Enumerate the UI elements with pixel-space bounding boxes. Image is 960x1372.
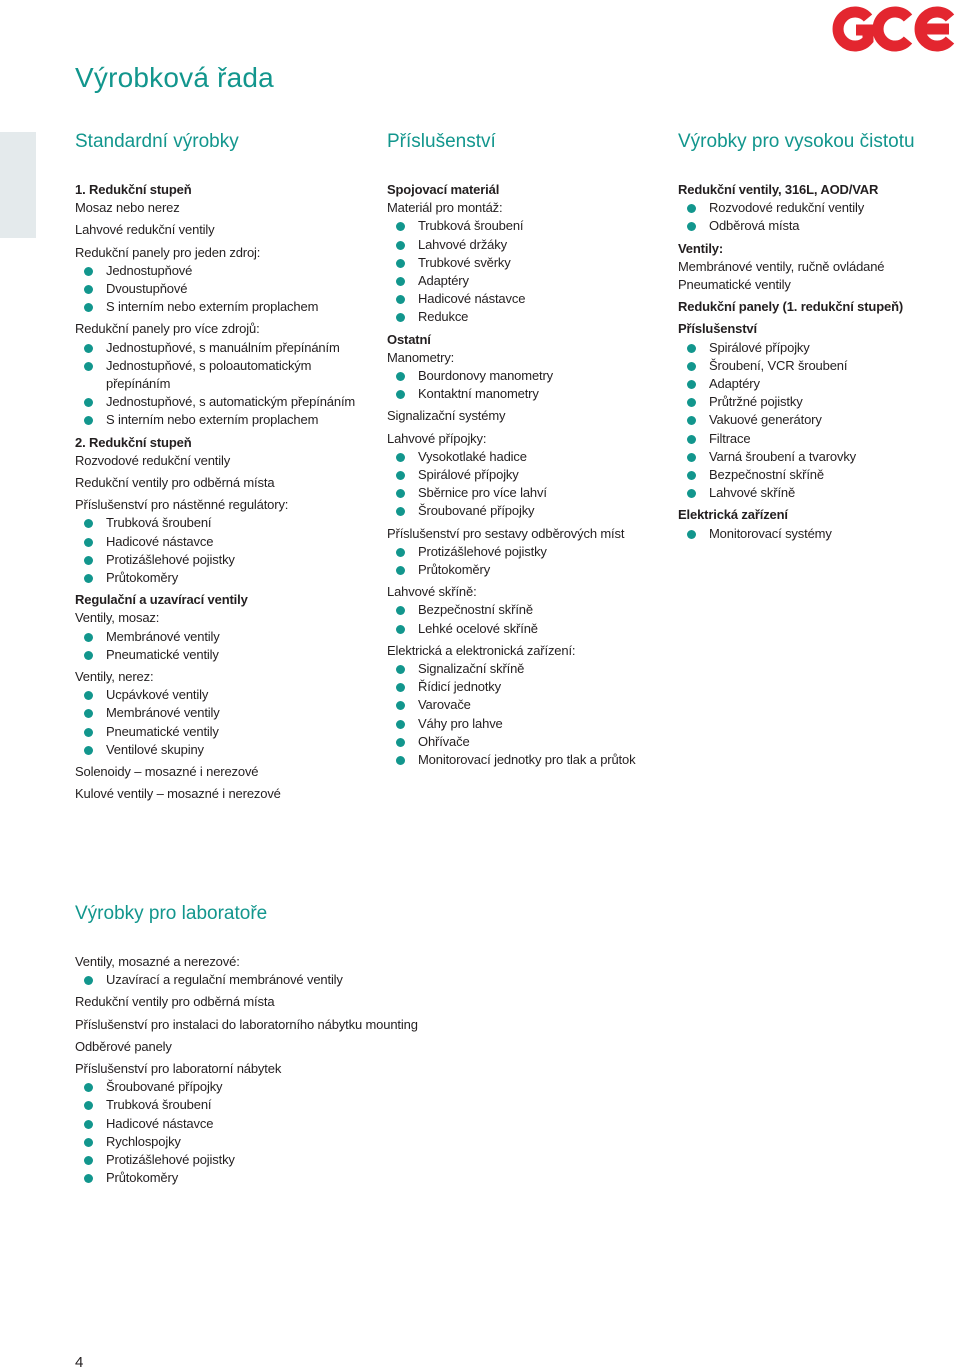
bullet-icon	[687, 435, 696, 444]
list-item	[678, 411, 960, 429]
list-item-label: Filtrace	[709, 430, 751, 446]
bullet-icon	[687, 453, 696, 462]
text-line: Příslušenství pro sestavy odběrových míst	[387, 525, 625, 541]
bullet-icon	[396, 222, 405, 231]
list-item-label: Spirálové přípojky	[418, 467, 519, 483]
content-group	[387, 525, 672, 580]
list-item	[387, 290, 672, 308]
list-item-label: Adaptéry	[709, 376, 760, 392]
bullet-icon	[84, 344, 93, 353]
gce-logo	[828, 4, 958, 54]
content-group	[387, 407, 672, 425]
bullet-icon	[396, 259, 405, 268]
column-standard-products	[75, 130, 375, 808]
content-group	[75, 244, 375, 317]
bullet-icon	[396, 471, 405, 480]
content-group	[75, 181, 375, 217]
list-item-label: Protizášlehové pojistky	[106, 1152, 235, 1168]
bullet-list	[387, 543, 672, 579]
list-item	[387, 308, 672, 326]
content-group	[387, 642, 672, 769]
bullet-list	[678, 525, 960, 543]
column-heading: Výrobky pro vysokou čistotu	[678, 131, 915, 152]
list-item-label: Monitorovací jednotky pro tlak a průtok	[418, 752, 636, 768]
section-heading: Výrobky pro laboratoře	[75, 903, 268, 924]
bullet-icon	[396, 738, 405, 747]
list-item-label: Redukce	[418, 309, 469, 325]
text-line: Lahvové redukční ventily	[75, 222, 215, 238]
list-item-label: Adaptéry	[418, 273, 469, 289]
content-group	[75, 993, 575, 1011]
content-group	[75, 434, 375, 470]
list-item-label: Ventilové skupiny	[106, 741, 204, 757]
list-item-label: Ucpávkové ventily	[106, 687, 209, 703]
list-item	[75, 628, 375, 646]
bullet-icon	[84, 267, 93, 276]
bullet-icon	[84, 398, 93, 407]
list-item	[678, 357, 960, 375]
list-item	[75, 262, 375, 280]
list-item-label: Membránové ventily	[106, 705, 220, 721]
list-item-label: Lahvové držáky	[418, 236, 507, 252]
list-item	[387, 385, 672, 403]
bullet-list	[387, 660, 672, 769]
bullet-icon	[396, 390, 405, 399]
bullet-icon	[396, 625, 405, 634]
bullet-list	[387, 601, 672, 637]
list-item-label: Rozvodové redukční ventily	[709, 200, 865, 216]
content-group	[75, 668, 375, 759]
content-group	[75, 1060, 575, 1187]
list-item-label: Bezpečnostní skříně	[418, 602, 533, 618]
list-item-label: Váhy pro lahve	[418, 715, 503, 731]
list-item	[387, 601, 672, 619]
bullet-icon	[687, 416, 696, 425]
list-item-label: Pneumatické ventily	[106, 723, 219, 739]
list-item-label: Šroubení, VCR šroubení	[709, 357, 848, 373]
list-item-label: Protizášlehové pojistky	[418, 543, 547, 559]
bullet-icon	[396, 566, 405, 575]
bullet-icon	[84, 1083, 93, 1092]
bullet-icon	[84, 303, 93, 312]
list-item-label: Trubková šroubení	[106, 1097, 212, 1113]
content-group	[387, 583, 672, 638]
list-item	[75, 741, 375, 759]
column-heading: Standardní výrobky	[75, 131, 239, 152]
list-item	[387, 367, 672, 385]
list-item	[387, 561, 672, 579]
list-item	[387, 543, 672, 561]
content-group	[75, 320, 375, 429]
list-item-label: Sběrnice pro více lahví	[418, 485, 547, 501]
content-group	[75, 1016, 575, 1034]
list-item-label: Hadicové nástavce	[106, 1115, 214, 1131]
list-item	[75, 280, 375, 298]
list-item	[678, 217, 960, 235]
bullet-icon	[396, 453, 405, 462]
list-item	[387, 696, 672, 714]
list-item-label: Pneumatické ventily	[106, 646, 219, 662]
list-item	[75, 298, 375, 316]
list-item-label: S interním nebo externím proplachem	[106, 299, 319, 315]
content-group	[678, 320, 960, 502]
list-item-label: Bezpečnostní skříně	[709, 467, 824, 483]
column-heading: Příslušenství	[387, 131, 496, 152]
bullet-icon	[84, 691, 93, 700]
list-item-label: Trubková šroubení	[418, 218, 524, 234]
list-item-label: Hadicové nástavce	[106, 533, 214, 549]
bullet-icon	[396, 701, 405, 710]
bullet-icon	[396, 313, 405, 322]
list-item	[75, 704, 375, 722]
bullet-icon	[84, 746, 93, 755]
list-item-label: Jednostupňové	[106, 262, 193, 278]
group-heading: Redukční ventily, 316L, AOD/VAR	[678, 182, 879, 197]
column-accessories	[387, 130, 672, 773]
list-item-label: Vysokotlaké hadice	[418, 448, 527, 464]
list-item	[75, 1151, 575, 1169]
content-group	[75, 474, 375, 492]
bullet-icon	[84, 285, 93, 294]
text-line: Rozvodové redukční ventily	[75, 452, 231, 468]
list-item	[75, 971, 575, 989]
bullet-icon	[396, 241, 405, 250]
group-heading: 2. Redukční stupeň	[75, 434, 192, 450]
bullet-icon	[396, 756, 405, 765]
bullet-icon	[396, 489, 405, 498]
text-line: Ventily, mosaz:	[75, 610, 160, 626]
list-item	[387, 660, 672, 678]
list-item	[75, 339, 375, 357]
list-item-label: Kontaktní manometry	[418, 386, 539, 402]
list-item	[75, 1169, 575, 1187]
list-item-label: Signalizační skříně	[418, 661, 525, 677]
bullet-icon	[84, 538, 93, 547]
content-group	[75, 953, 575, 989]
content-group	[387, 181, 672, 327]
list-item-label: Protizášlehové pojistky	[106, 551, 235, 567]
text-line: Redukční panely pro více zdrojů:	[75, 321, 260, 337]
list-item	[75, 646, 375, 664]
list-item-label: Bourdonovy manometry	[418, 368, 554, 384]
bullet-icon	[84, 728, 93, 737]
column-high-purity	[678, 130, 960, 547]
bullet-icon	[687, 489, 696, 498]
bullet-icon	[84, 1174, 93, 1183]
bullet-icon	[84, 1120, 93, 1129]
content-group	[75, 221, 375, 239]
bullet-icon	[687, 398, 696, 407]
list-item	[678, 199, 960, 217]
bullet-icon	[687, 362, 696, 371]
bullet-list	[75, 971, 575, 989]
bullet-list	[678, 339, 960, 503]
text-line: Redukční panely pro jeden zdroj:	[75, 244, 261, 260]
bullet-list	[387, 367, 672, 403]
text-line: Lahvové přípojky:	[387, 430, 487, 446]
list-item	[678, 430, 960, 448]
list-item	[678, 448, 960, 466]
bullet-list	[75, 686, 375, 759]
bullet-icon	[396, 277, 405, 286]
content-group	[75, 785, 375, 803]
bullet-icon	[84, 519, 93, 528]
bullet-list	[75, 1078, 575, 1187]
list-item	[387, 620, 672, 638]
list-item	[387, 733, 672, 751]
list-item-label: Průtržné pojistky	[709, 394, 803, 410]
list-item	[75, 686, 375, 704]
section-body	[75, 953, 575, 1187]
text-line: Ventily, nerez:	[75, 669, 154, 685]
list-item-label: Průtokoměry	[418, 562, 491, 578]
text-line: Signalizační systémy	[387, 408, 506, 424]
list-item	[75, 1078, 575, 1096]
list-item	[387, 448, 672, 466]
content-group	[678, 298, 960, 316]
list-item	[75, 569, 375, 587]
text-line: Mosaz nebo nerez	[75, 200, 180, 216]
group-heading: Ventily:	[678, 240, 724, 256]
bullet-icon	[396, 295, 405, 304]
list-item-label: Membránové ventily	[106, 628, 220, 644]
bullet-icon	[84, 556, 93, 565]
list-item-label: Ohřívače	[418, 733, 470, 749]
list-item-label: Lahvové skříně	[709, 485, 796, 501]
list-item	[75, 533, 375, 551]
text-line: Membránové ventily, ručně ovládané	[678, 258, 885, 274]
list-item	[678, 466, 960, 484]
group-heading: Elektrická zařízení	[678, 507, 788, 523]
content-group	[678, 240, 960, 295]
list-item-label: S interním nebo externím proplachem	[106, 412, 319, 428]
text-line: Příslušenství pro instalaci do laboratorního nábytku mounting	[75, 1016, 418, 1032]
text-line: Kulové ventily – mosazné i nerezové	[75, 786, 281, 802]
group-heading: 1. Redukční stupeň	[75, 182, 192, 197]
bullet-icon	[84, 633, 93, 642]
list-item	[75, 1133, 575, 1151]
bullet-icon	[84, 1156, 93, 1165]
bullet-list	[75, 628, 375, 664]
bullet-icon	[84, 362, 93, 371]
list-item	[75, 357, 375, 393]
content-group	[387, 430, 672, 521]
text-line: Redukční ventily pro odběrná místa	[75, 475, 275, 491]
list-item	[387, 502, 672, 520]
bullet-list	[75, 262, 375, 317]
text-line: Solenoidy – mosazné i nerezové	[75, 764, 259, 780]
bullet-icon	[687, 344, 696, 353]
list-item-label: Trubková šroubení	[106, 515, 212, 531]
bullet-icon	[84, 416, 93, 425]
list-item-label: Hadicové nástavce	[418, 291, 526, 307]
list-item	[75, 551, 375, 569]
list-item-label: Lehké ocelové skříně	[418, 620, 538, 636]
list-item	[387, 484, 672, 502]
list-item	[387, 254, 672, 272]
text-line: Lahvové skříně:	[387, 584, 477, 600]
list-item-label: Průtokoměry	[106, 570, 179, 586]
content-group	[75, 763, 375, 781]
text-line: Ventily, mosazné a nerezové:	[75, 954, 240, 969]
text-line: Redukční ventily pro odběrná místa	[75, 994, 275, 1010]
list-item	[678, 375, 960, 393]
list-item	[387, 217, 672, 235]
column-body	[387, 181, 672, 769]
list-item	[678, 484, 960, 502]
bullet-icon	[687, 530, 696, 539]
bullet-icon	[396, 720, 405, 729]
bullet-list	[387, 448, 672, 521]
content-group	[387, 331, 672, 404]
text-line: Pneumatické ventily	[678, 277, 791, 293]
list-item	[387, 236, 672, 254]
list-item	[75, 514, 375, 532]
list-item-label: Varná šroubení a tvarovky	[709, 448, 857, 464]
column-body	[678, 181, 960, 543]
list-item-label: Řídicí jednotky	[418, 679, 502, 695]
group-heading: Redukční panely (1. redukční stupeň)	[678, 299, 904, 315]
content-group	[75, 591, 375, 664]
list-item-label: Dvoustupňové	[106, 281, 188, 297]
bullet-list	[75, 514, 375, 587]
list-item	[75, 723, 375, 741]
page-title: Výrobková řada	[75, 62, 274, 93]
bullet-icon	[84, 976, 93, 985]
content-group	[75, 496, 375, 587]
bullet-icon	[687, 222, 696, 231]
bullet-icon	[84, 651, 93, 660]
list-item	[75, 411, 375, 429]
content-group	[678, 181, 960, 236]
text-line: Příslušenství pro nástěnné regulátory:	[75, 497, 289, 513]
bullet-list	[678, 199, 960, 235]
laboratory-section	[75, 902, 575, 1191]
text-line: Materiál pro montáž:	[387, 200, 503, 216]
bullet-icon	[396, 548, 405, 557]
list-item-label: Šroubované přípojky	[418, 503, 535, 519]
list-item-label: Odběrová místa	[709, 218, 800, 234]
bullet-icon	[84, 1138, 93, 1147]
group-heading: Příslušenství	[678, 321, 757, 337]
text-line: Elektrická a elektronická zařízení:	[387, 642, 576, 658]
group-heading: Ostatní	[387, 331, 431, 347]
list-item	[75, 1096, 575, 1114]
list-item	[678, 339, 960, 357]
column-body	[75, 181, 375, 804]
list-item-label: Vakuové generátory	[709, 412, 822, 428]
bullet-icon	[396, 683, 405, 692]
bullet-icon	[687, 471, 696, 480]
list-item	[387, 466, 672, 484]
list-item-label: Monitorovací systémy	[709, 525, 832, 541]
list-item-label: Jednostupňové, s poloautomatickým přepínáním	[106, 357, 312, 392]
list-item	[387, 715, 672, 733]
list-item-label: Šroubované přípojky	[106, 1079, 223, 1095]
list-item-label: Uzavírací a regulační membránové ventily	[106, 972, 343, 988]
group-heading: Spojovací materiál	[387, 182, 500, 197]
list-item	[678, 393, 960, 411]
bullet-icon	[396, 372, 405, 381]
text-line: Příslušenství pro laboratorní nábytek	[75, 1061, 282, 1077]
list-item-label: Trubkové svěrky	[418, 254, 511, 270]
list-item-label: Jednostupňové, s manuálním přepínáním	[106, 339, 340, 355]
list-item-label: Spirálové přípojky	[709, 339, 810, 355]
bullet-icon	[687, 204, 696, 213]
list-item	[387, 272, 672, 290]
bullet-icon	[396, 606, 405, 615]
bullet-list	[75, 339, 375, 430]
list-item-label: Průtokoměry	[106, 1170, 179, 1186]
content-group	[75, 1038, 575, 1056]
gce-logo-mark	[838, 12, 950, 46]
bullet-icon	[396, 507, 405, 516]
list-item	[387, 678, 672, 696]
bullet-icon	[84, 1101, 93, 1110]
list-item-label: Jednostupňové, s automatickým přepínáním	[106, 394, 356, 410]
text-line: Odběrové panely	[75, 1038, 172, 1054]
bullet-icon	[84, 574, 93, 583]
list-item-label: Varovače	[418, 697, 471, 713]
content-group	[678, 506, 960, 542]
list-item	[75, 393, 375, 411]
list-item	[387, 751, 672, 769]
group-heading: Regulační a uzavírací ventily	[75, 592, 248, 608]
list-item-label: Rychlospojky	[106, 1133, 181, 1149]
text-line: Manometry:	[387, 349, 455, 365]
page-number: 4	[75, 1354, 84, 1371]
list-item	[678, 525, 960, 543]
bullet-icon	[687, 380, 696, 389]
side-tab-marker	[0, 132, 36, 238]
bullet-icon	[84, 709, 93, 718]
list-item	[75, 1115, 575, 1133]
bullet-icon	[396, 665, 405, 674]
bullet-list	[387, 217, 672, 326]
